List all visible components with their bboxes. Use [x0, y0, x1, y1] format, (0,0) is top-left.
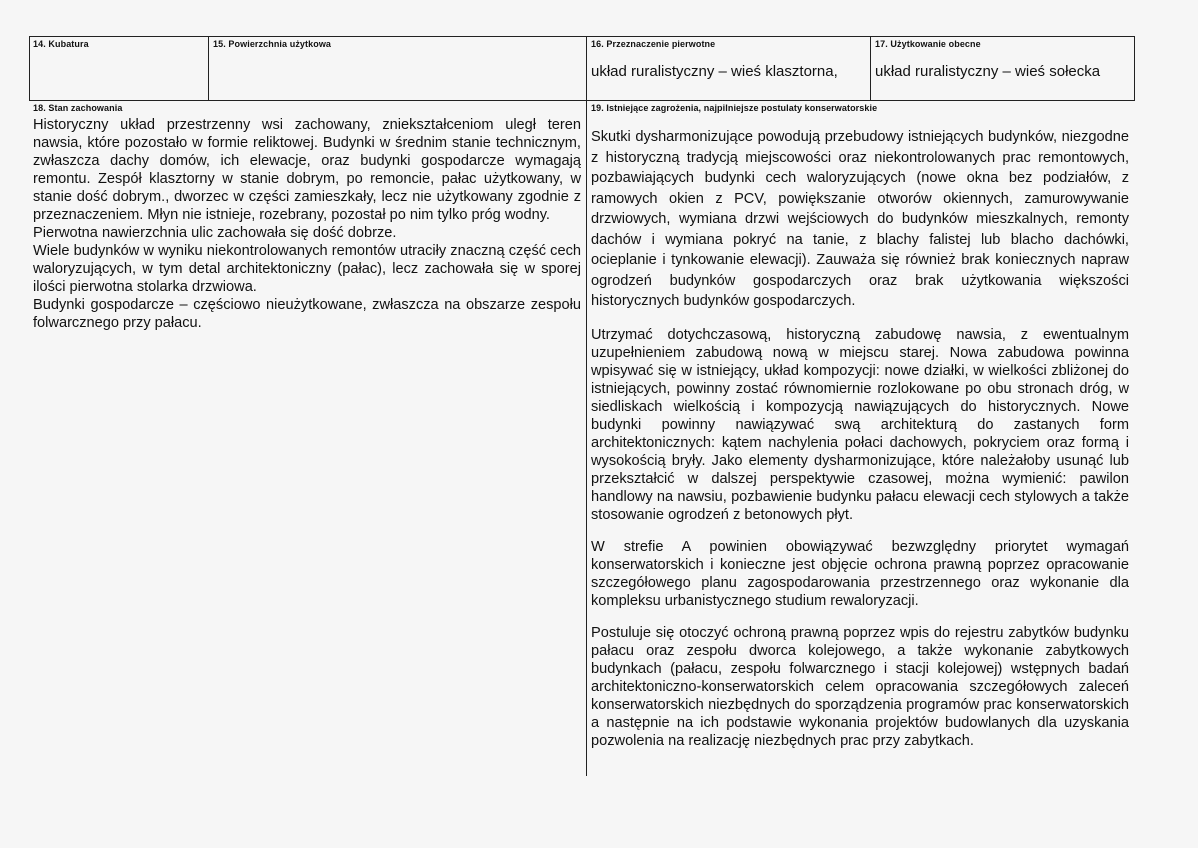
field-18-paragraph: Budynki gospodarcze – częściowo nieużytkowane, zwłaszcza na obszarze zespołu folwarcznego przy pałacu.: [33, 297, 581, 331]
col-divider-14-15: [208, 36, 209, 100]
field-17-value: układ ruralistyczny – wieś sołecka: [875, 63, 1101, 80]
field-18-paragraph: Wiele budynków w wyniku niekontrolowanych remontów utraciły znaczną część cech waloryzujących, w tym detal architektoniczny (pałac), lecz zachowała się w sporej ilości pierwotna stolarka drzwiowa.: [33, 243, 581, 295]
row-divider: [29, 100, 1135, 101]
field-18-body: [33, 116, 581, 332]
field-17-label: 17. Użytkowanie obecne: [875, 39, 981, 49]
field-15-label: 15. Powierzchnia użytkowa: [213, 39, 332, 49]
field-19-paragraph: Postuluje się otoczyć ochroną prawną poprzez wpis do rejestru zabytków budynku pałacu oraz zespołu dworca kolejowego, a także wykonanie zabytkowych budynkach (pałacu, zespołu folwarcznego i stacji kolejowej) wstępnych badań architektoniczno-konserwatorskich celem opracowania szczegółowych zaleceń konserwatorskich niezbędnych do sporządzenia programów prac konserwatorskich a następnie na ich podstawie wykonania projektów budowlanych dla uzyskania pozwolenia na realizację niezbędnych prac przy zabytkach.: [591, 624, 1129, 749]
field-18-paragraph: Pierwotna nawierzchnia ulic zachowała się dość dobrze.: [33, 225, 397, 241]
table-left-border: [29, 36, 30, 100]
field-16-value: układ ruralistyczny – wieś klasztorna,: [591, 63, 838, 80]
field-19-paragraph: Skutki dysharmonizujące powodują przebudowy istniejących budynków, niezgodne z historyczną tradycją miejscowości oraz niekontrolowanych prac remontowych, pozbawiających budynki cech waloryzujących (nowe okna bez podziałów, z ramowych okien z PCV, powiększanie otworów okiennych, zamurowywanie drzwiowych, wymiana drzwi wejściowych do budynków mieszkalnych, remonty dachów i wymiana pokryć na tanie, z blachy falistej lub blacho dachówki, ocieplanie i tynkowanie elewacji). Zauważa się również brak koniecznych napraw ogrodzeń budynków gospodarczych oraz brak użytkowania większości historycznych budynków gospodarczych.: [591, 129, 1129, 309]
col-divider-16-17: [870, 36, 871, 100]
field-19-label: 19. Istniejące zagrożenia, najpilniejsze postulaty konserwatorskie: [591, 103, 878, 113]
field-19-paragraph: Utrzymać dotychczasową, historyczną zabudowę nawsia, z ewentualnym uzupełnieniem zabudową nową w miejscu starej. Nowa zabudowa powinna wpisywać się w istniejący, układ kompozycji: nowe działki, w wielkości zbliżonej do istniejących, powinny zostać równomiernie rozlokowane po obu stronach dróg, w siedliskach wielkością i kompozycją nawiązujących do historycznych. Nowe budynki powinny nawiązywać swą architekturą do zastanych form architektonicznych: kątem nachylenia połaci dachowych, pokryciem oraz formą i wysokością bryły. Jako elementy dysharmonizujące, które należałoby usunąć lub przekształcić w dalszej perspektywie czasowej, można wymienić: pawilon handlowy na nawsiu, pozbawienie budynku pałacu elewacji cech stylowych a także stosowanie ogrodzeń z betonowych płyt.: [591, 326, 1129, 523]
field-16-label: 16. Przeznaczenie pierwotne: [591, 39, 716, 49]
field-18-label: 18. Stan zachowania: [33, 103, 123, 113]
col-divider-main: [586, 36, 587, 776]
field-19-paragraph: W strefie A powinien obowiązywać bezwzględny priorytet wymagań konserwatorskich i konieczne jest objęcie ochrona prawną poprzez opracowanie szczegółowego planu zagospodarowania przestrzennego oraz wykonanie dla kompleksu urbanistycznego studium rewaloryzacji.: [591, 538, 1129, 609]
table-right-border: [1134, 36, 1135, 100]
field-14-label: 14. Kubatura: [33, 39, 89, 49]
field-18-paragraph: Historyczny układ przestrzenny wsi zachowany, zniekształceniom uległ teren nawsia, które pozostało w formie reliktowej. Budynki w średnim stanie technicznym, zwłaszcza dachy domów, ich elewacje, oraz budynki gospodarcze wymagają remontu. Zespół klasztorny w stanie dobrym, po remoncie, pałac użytkowany, w stanie dość dobrym., dworzec w części zamieszkały, lecz nie użytkowany zgodnie z przeznaczeniem. Młyn nie istnieje, rozebrany, pozostał po nim tylko próg wodny.: [33, 117, 581, 223]
table-top-border: [29, 36, 1135, 37]
field-19-body: [591, 127, 1129, 750]
